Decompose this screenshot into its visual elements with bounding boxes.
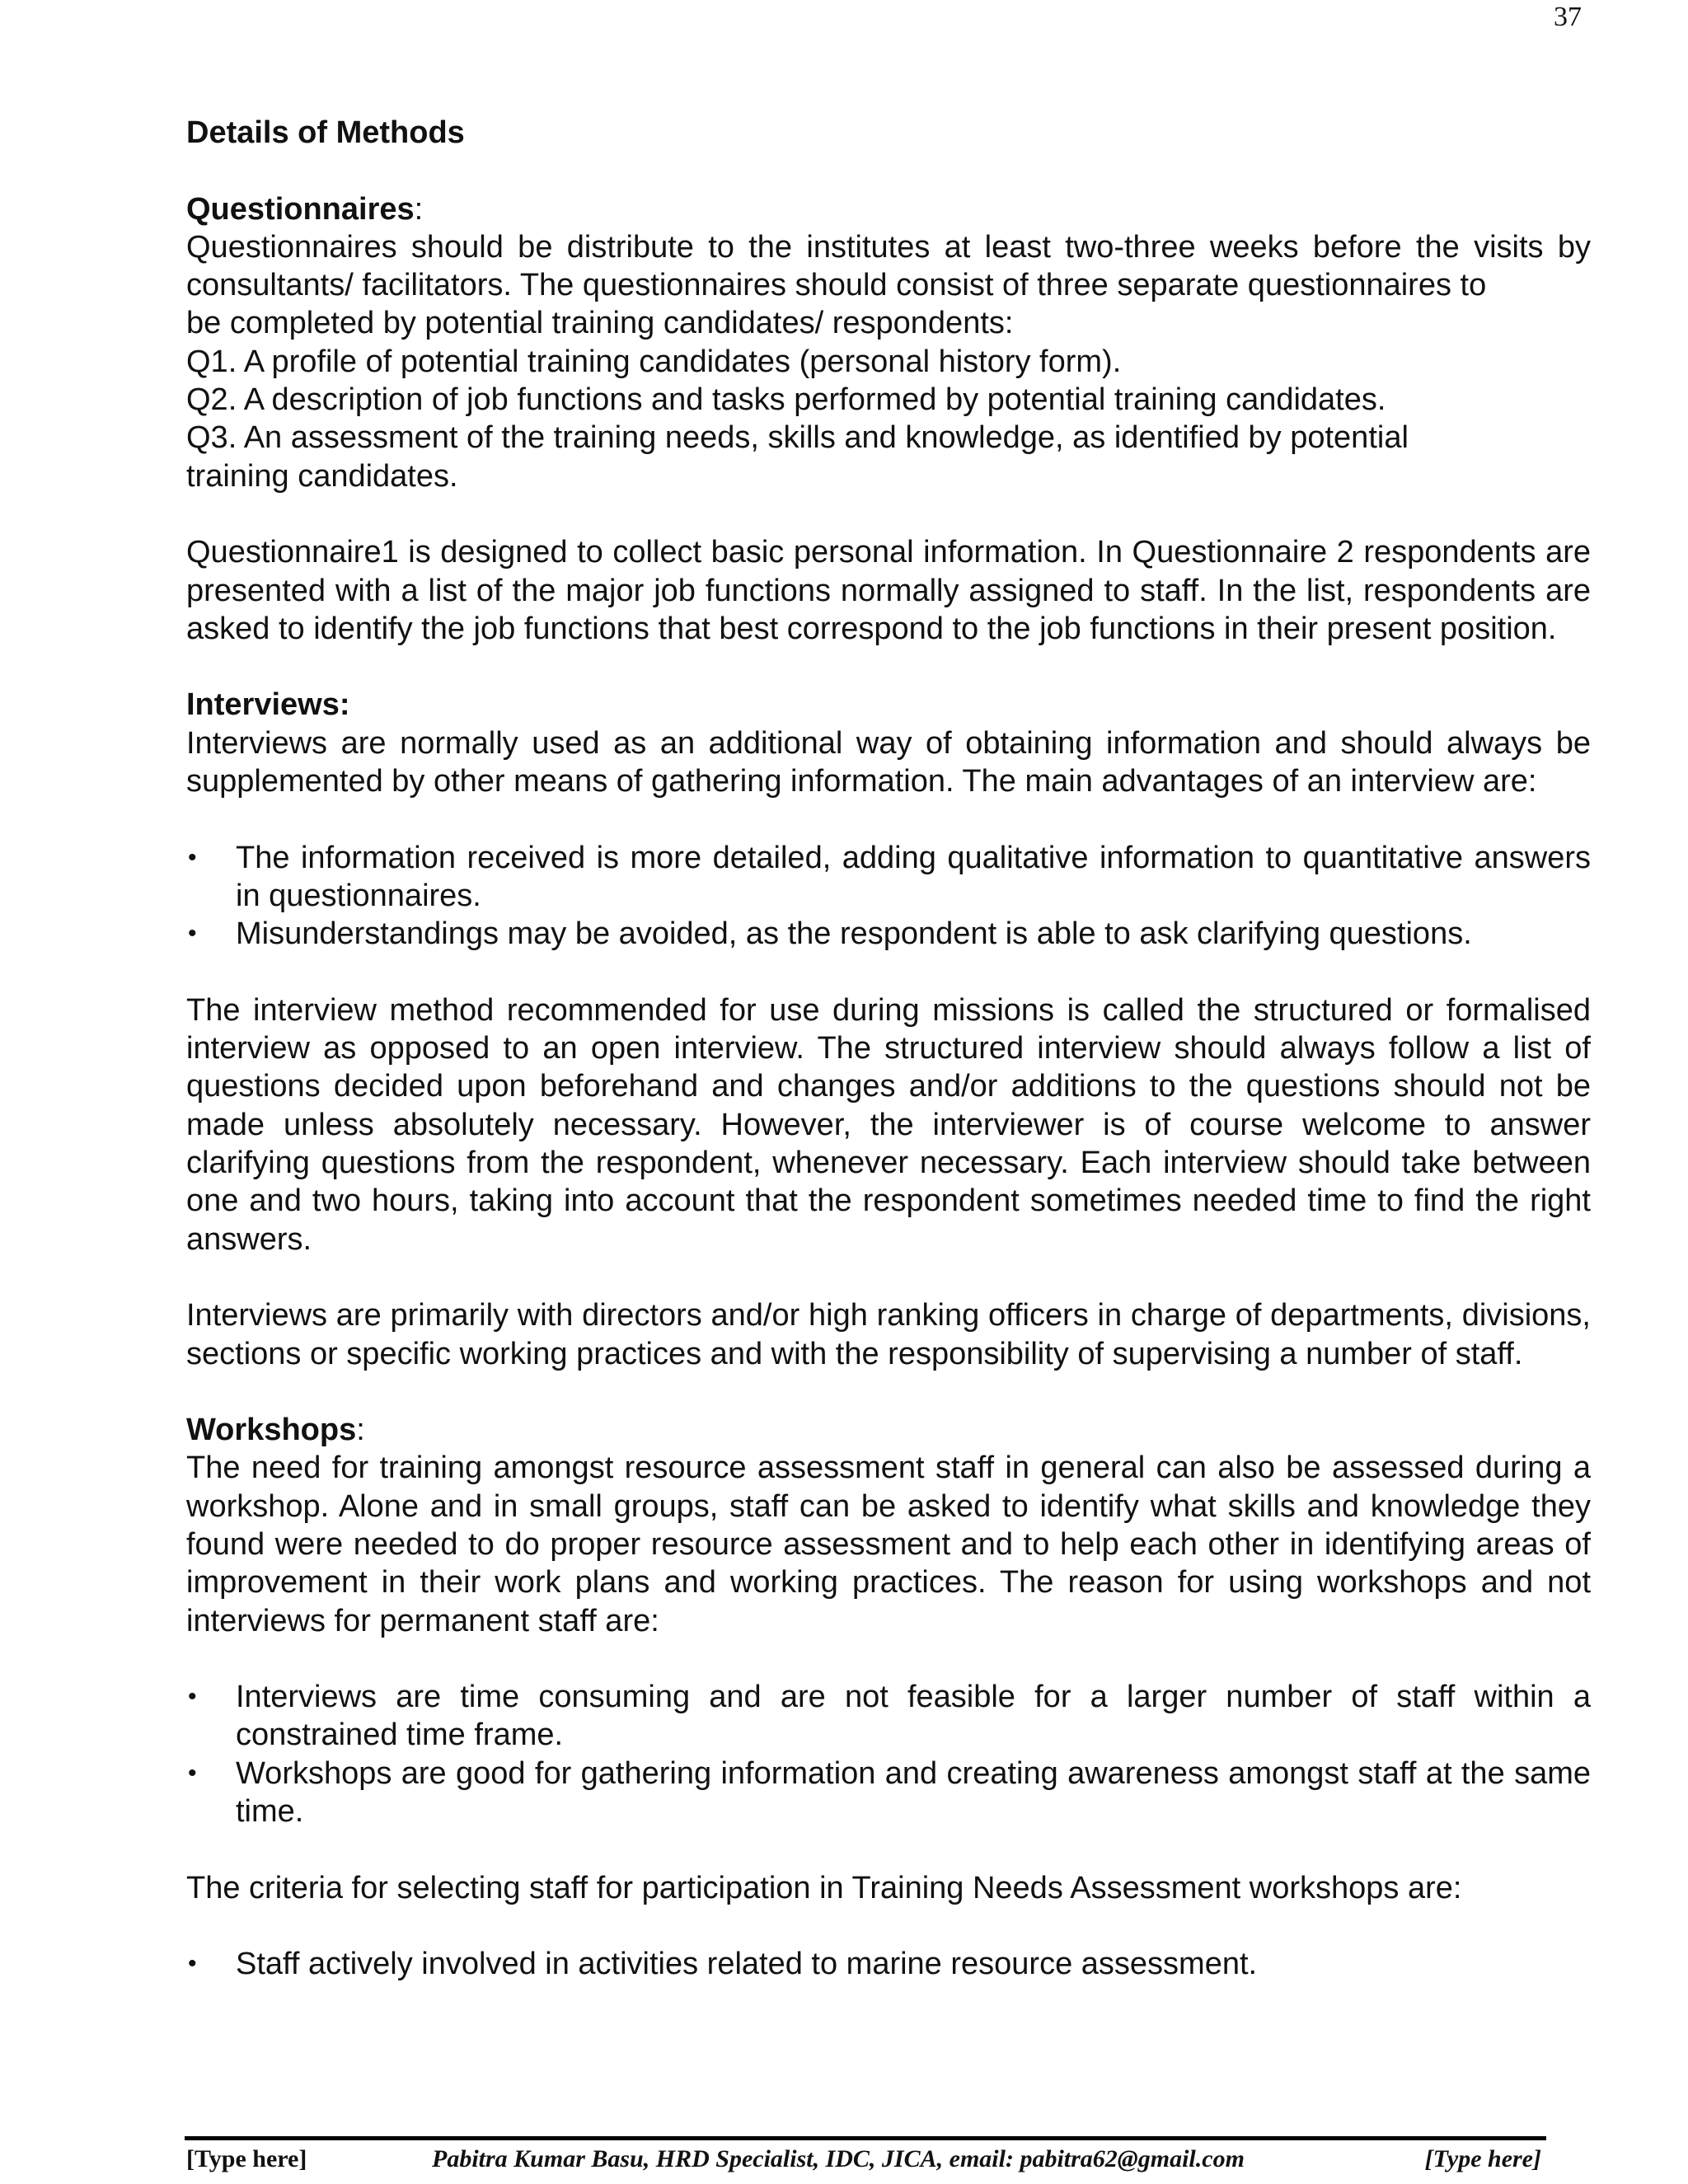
questionnaire-q3-line: Q3. An assessment of the training needs, skills and knowledge, as identified by potential: [186, 420, 1409, 456]
interviews-participants-paragraph: Interviews are primarily with directors and/or high ranking officers in charge of departments, divisions, sections or specific working practices and with the responsibility of supervising a number of staff.: [186, 1298, 1591, 1371]
workshops-intro: The need for training amongst resource assessment staff in general can also be assessed during a workshop. Alone and in small groups, staff can be asked to identify what skills and knowledge they found were needed to do proper resource assessment and to help each other in identifying areas of improvement in their work plans and working practices. The reason for using workshops and not interviews for permanent staff are:: [186, 1451, 1591, 1638]
list-item: • The information received is more detailed, adding qualitative information to quantitative answers in questionnaires.: [186, 839, 1591, 916]
questionnaires-intro-line: be completed by potential training candidates/ respondents:: [186, 306, 1014, 341]
questionnaires-heading-colon: :: [414, 191, 424, 227]
list-item: • Misunderstandings may be avoided, as the respondent is able to ask clarifying questions.: [186, 915, 1591, 953]
interviews-advantages-list: [186, 839, 1591, 954]
workshops-heading-text: Workshops: [186, 1413, 357, 1448]
questionnaire-q2-line: Q2. A description of job functions and tasks performed by potential training candidates.: [186, 382, 1386, 418]
workshops-reasons-list: [186, 1678, 1591, 1830]
list-item: • Workshops are good for gathering information and creating awareness amongst staff at the same time.: [186, 1755, 1591, 1831]
questionnaires-heading-text: Questionnaires: [186, 191, 415, 227]
questionnaire-q3-line-cont: training candidates.: [186, 458, 458, 494]
footer-left-placeholder: [Type here]: [186, 2145, 307, 2172]
footer-right-placeholder: [Type here]: [1424, 2145, 1541, 2172]
footer-author: Pabitra Kumar Basu, HRD Specialist, IDC, JICA, email: pabitra62@gmail.com: [432, 2145, 1245, 2172]
interviews-heading: Interviews:: [186, 687, 350, 723]
questionnaires-intro-line: Questionnaires should be distribute to the institutes at least two-three weeks before the visits by: [186, 229, 1591, 265]
list-item: • Interviews are time consuming and are not feasible for a larger number of staff within a constrained time frame.: [186, 1678, 1591, 1755]
questionnaire-q1-line: Q1. A profile of potential training candidates (personal history form).: [186, 344, 1122, 379]
list-item: • Staff actively involved in activities related to marine resource assessment.: [186, 1945, 1591, 1983]
footer-divider: [185, 2136, 1546, 2140]
workshops-heading-colon: :: [356, 1413, 365, 1448]
questionnaires-paragraph: Questionnaire1 is designed to collect basic personal information. In Questionnaire 2 respondents are presented with a list of the major job functions normally assigned to staff. In the list, respondents are asked to identify the job functions that best correspond to the job functions in their present position.: [186, 535, 1591, 646]
interviews-intro: Interviews are normally used as an additional way of obtaining information and should always be supplemented by other means of gathering information. The main advantages of an interview are:: [186, 725, 1591, 799]
document-body: [186, 114, 1591, 1984]
questionnaires-intro-line: consultants/ facilitators. The questionnaires should consist of three separate questionnaires to: [186, 268, 1487, 303]
interviews-method-paragraph: The interview method recommended for use during missions is called the structured or formalised interview as opposed to an open interview. The structured interview should always follow a list of questions decided upon beforehand and changes and/or additions to the questions should not be made unless absolutely necessary. However, the interviewer is of course welcome to answer clarifying questions from the respondent, whenever necessary. Each interview should take between one and two hours, taking into account that the respondent sometimes needed time to find the right answers.: [186, 992, 1591, 1257]
workshops-criteria: The criteria for selecting staff for participation in Training Needs Assessment workshops are:: [186, 1870, 1462, 1905]
workshops-heading: [186, 1411, 1591, 1449]
workshops-criteria-list: [186, 1945, 1591, 1983]
questionnaires-heading: [186, 190, 1591, 228]
page-number: 37: [1554, 2, 1582, 32]
section-title: Details of Methods: [186, 115, 465, 150]
questionnaires-intro: [186, 228, 1591, 495]
